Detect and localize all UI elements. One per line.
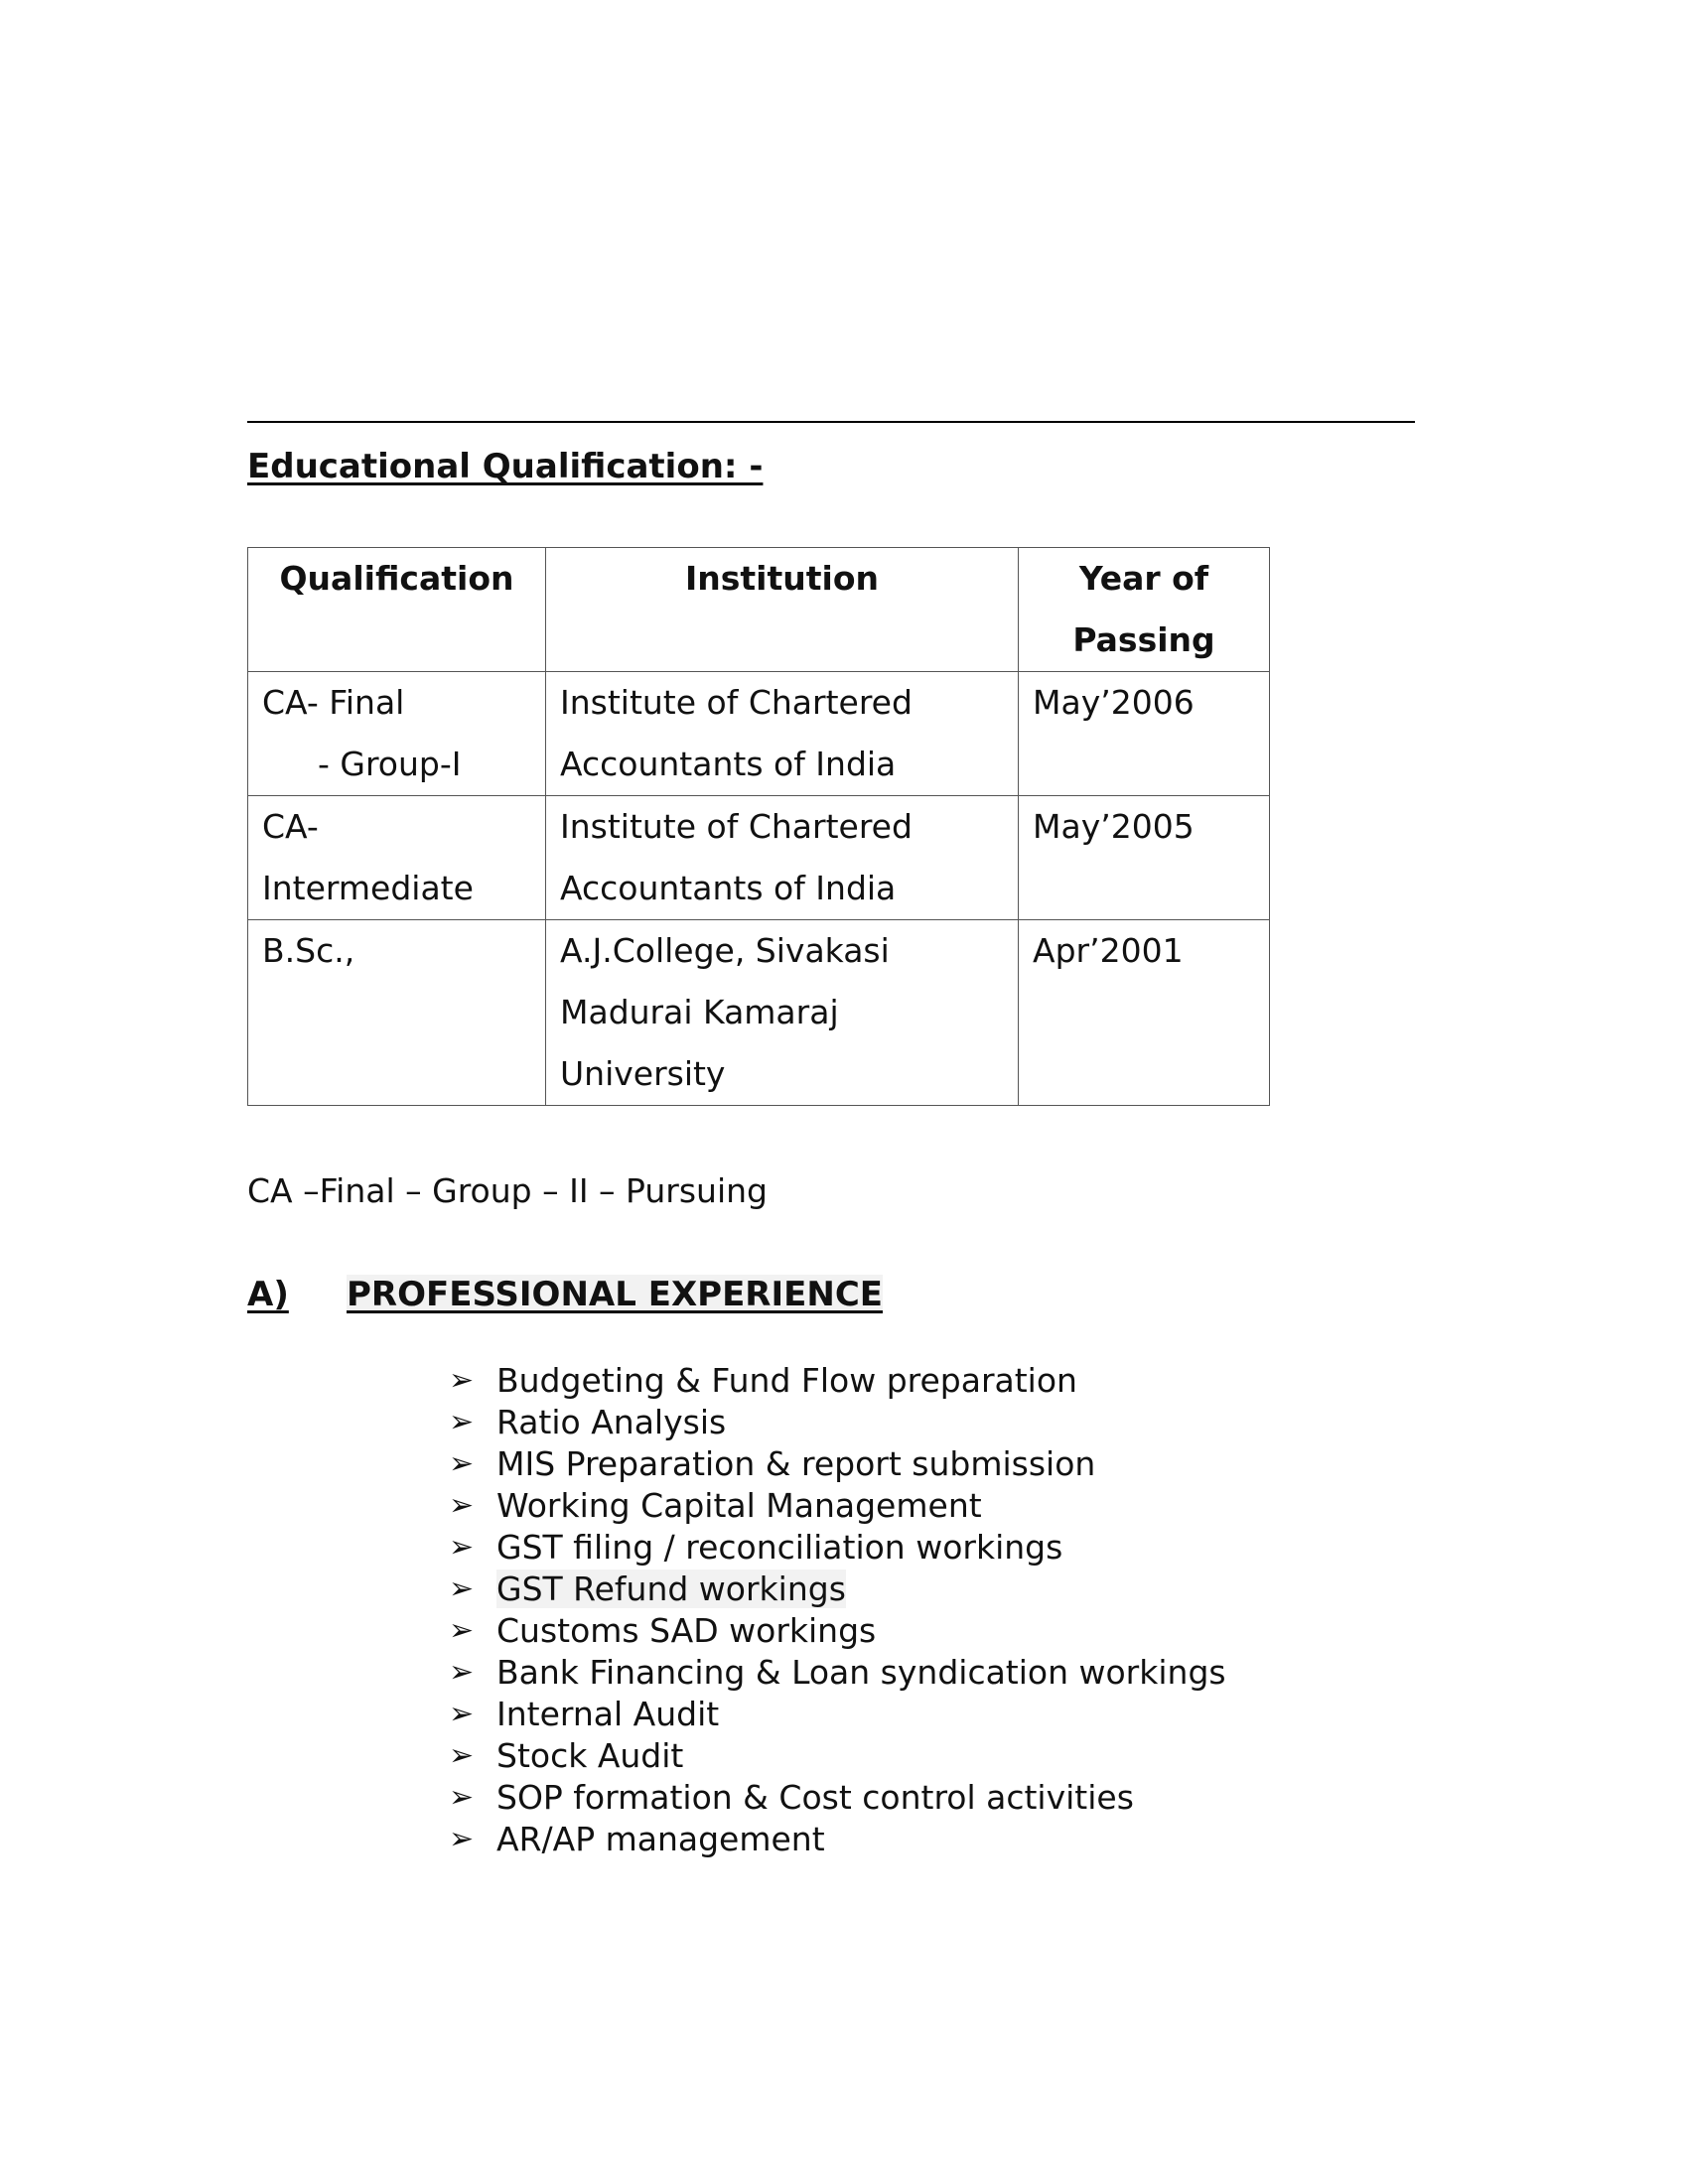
list-item xyxy=(449,1527,1226,1569)
qualification-line: B.Sc., xyxy=(262,931,355,970)
list-item-text: MIS Preparation & report submission xyxy=(496,1444,1096,1483)
institution-cell xyxy=(546,672,1019,796)
list-item xyxy=(449,1360,1226,1402)
arrowhead-bullet-icon: ➢ xyxy=(449,1363,475,1398)
education-table xyxy=(247,547,1270,1106)
list-item xyxy=(449,1569,1226,1610)
arrowhead-bullet-icon: ➢ xyxy=(449,1405,475,1439)
list-item-text: Internal Audit xyxy=(496,1695,720,1733)
institution-line: Institute of Chartered xyxy=(560,683,913,722)
section-marker: A) xyxy=(247,1275,289,1314)
list-item-text: Bank Financing & Loan syndication workings xyxy=(496,1653,1226,1692)
list-item-text: Working Capital Management xyxy=(496,1486,982,1525)
horizontal-rule xyxy=(247,421,1415,423)
list-item xyxy=(449,1610,1226,1652)
list-item-text: Ratio Analysis xyxy=(496,1403,727,1441)
column-header-institution: Institution xyxy=(546,548,1019,672)
list-item xyxy=(449,1402,1226,1443)
institution-line: University xyxy=(560,1054,726,1093)
qualification-line: Intermediate xyxy=(262,869,474,907)
table-header-row xyxy=(248,548,1270,672)
experience-list xyxy=(449,1360,1226,1860)
year-cell: Apr’2001 xyxy=(1019,920,1270,1106)
list-item-text: AR/AP management xyxy=(496,1820,825,1858)
institution-line: Madurai Kamaraj xyxy=(560,993,839,1031)
year-cell: May’2006 xyxy=(1019,672,1270,796)
arrowhead-bullet-icon: ➢ xyxy=(449,1446,475,1481)
list-item xyxy=(449,1735,1226,1777)
institution-line: Accountants of India xyxy=(560,745,897,783)
column-header-year: Year of Passing xyxy=(1019,548,1270,672)
list-item-text: Budgeting & Fund Flow preparation xyxy=(496,1361,1077,1400)
institution-line: A.J.College, Sivakasi xyxy=(560,931,890,970)
qualification-line: CA- Final xyxy=(262,683,405,722)
pursuing-note: CA –Final – Group – II – Pursuing xyxy=(247,1171,768,1210)
list-item-text: GST Refund workings xyxy=(496,1570,846,1608)
table-row xyxy=(248,920,1270,1106)
list-item xyxy=(449,1694,1226,1735)
experience-heading xyxy=(247,1275,883,1314)
year-cell: May’2005 xyxy=(1019,796,1270,920)
list-item xyxy=(449,1819,1226,1860)
qualification-line: CA- xyxy=(262,807,319,846)
list-item-text: Customs SAD workings xyxy=(496,1611,877,1650)
arrowhead-bullet-icon: ➢ xyxy=(449,1613,475,1648)
list-item xyxy=(449,1777,1226,1819)
arrowhead-bullet-icon: ➢ xyxy=(449,1655,475,1690)
experience-title: PROFESSIONAL EXPERIENCE xyxy=(347,1275,883,1314)
column-header-qualification: Qualification xyxy=(248,548,546,672)
institution-line: Accountants of India xyxy=(560,869,897,907)
institution-cell xyxy=(546,920,1019,1106)
arrowhead-bullet-icon: ➢ xyxy=(449,1822,475,1856)
qualification-cell xyxy=(248,796,546,920)
list-item xyxy=(449,1652,1226,1694)
qualification-cell xyxy=(248,920,546,1106)
list-item xyxy=(449,1485,1226,1527)
qualification-cell xyxy=(248,672,546,796)
arrowhead-bullet-icon: ➢ xyxy=(449,1780,475,1815)
institution-line: Institute of Chartered xyxy=(560,807,913,846)
arrowhead-bullet-icon: ➢ xyxy=(449,1738,475,1773)
arrowhead-bullet-icon: ➢ xyxy=(449,1530,475,1565)
education-heading: Educational Qualification: - xyxy=(247,447,764,486)
table-row xyxy=(248,796,1270,920)
arrowhead-bullet-icon: ➢ xyxy=(449,1488,475,1523)
arrowhead-bullet-icon: ➢ xyxy=(449,1697,475,1731)
list-item xyxy=(449,1443,1226,1485)
list-item-text: SOP formation & Cost control activities xyxy=(496,1778,1134,1817)
table-row xyxy=(248,672,1270,796)
arrowhead-bullet-icon: ➢ xyxy=(449,1571,475,1606)
list-item-text: Stock Audit xyxy=(496,1736,684,1775)
list-item-text: GST filing / reconciliation workings xyxy=(496,1528,1063,1567)
qualification-line: - Group-I xyxy=(318,745,462,783)
institution-cell xyxy=(546,796,1019,920)
